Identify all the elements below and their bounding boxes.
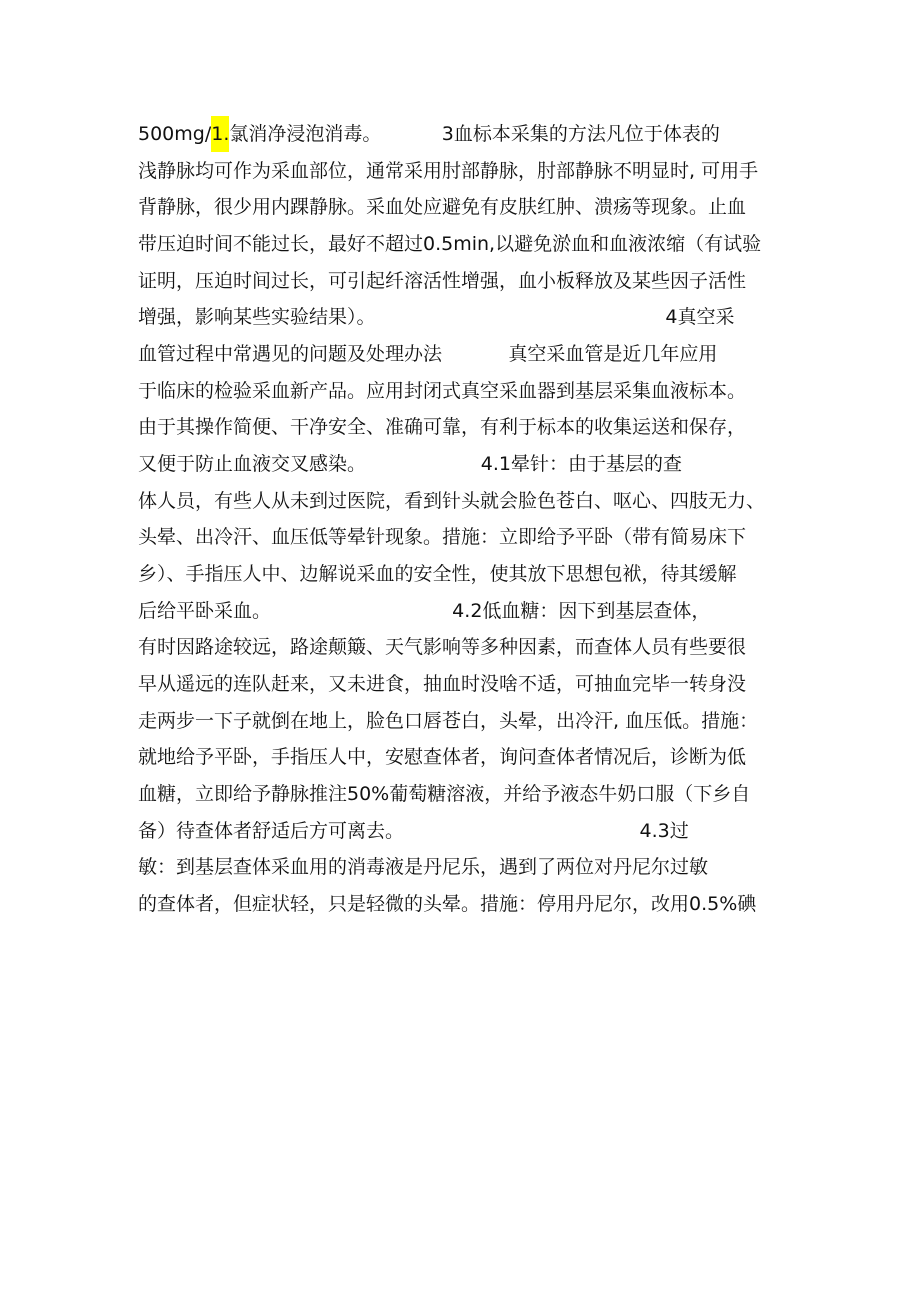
text-segment: 带压迫时间不能过长，最好不超过0.5min,以避免淤血和血液浓缩（有试验 [138,232,762,255]
text-segment: 后给平卧采血。 4.2低血糖：因下到基层查体， [138,599,711,622]
text-segment: 由于其操作简便、干净安全、准确可靠，有利于标本的收集运送和保存， [138,416,747,439]
text-segment: 头晕、出冷汗、血压低等晕针现象。措施：立即给予平卧（带有简易床下 [138,526,747,549]
text-segment: 又便于防止血液交叉感染。 4.1晕针：由于基层的查 [138,452,682,475]
text-segment: 血管过程中常遇见的问题及处理办法 真空采血管是近几年应用 [138,342,718,365]
text-line [138,892,756,916]
text-line [138,379,746,403]
text-line [138,122,720,146]
text-line [138,232,761,256]
text-line [138,672,746,696]
text-line [138,452,682,476]
text-segment: 体人员，有些人从未到过医院，看到针头就会脸色苍白、呕心、四肢无力、 [138,489,766,512]
text-line [138,305,735,329]
text-line [138,489,765,513]
text-segment: 血糖，立即给予静脉推注50%葡萄糖溶液，并给予液态牛奶口服（下乡自 [138,782,751,805]
text-segment: 乡）、手指压人中、边解说采血的安全性，使其放下思想包袱，待其缓解 [138,562,737,585]
text-segment: 氯消净浸泡消毒。 3血标本采集的方法凡位于体表的 [229,123,720,145]
text-line [138,782,750,806]
text-segment: 的查体者，但症状轻，只是轻微的头晕。措施：停用丹尼尔，改用0.5%碘 [138,892,757,915]
text-segment: 证明，压迫时间过长，可引起纤溶活性增强，血小板释放及某些因子活性 [138,269,747,292]
text-segment: 500mg/ [138,123,212,145]
text-line [138,269,746,293]
highlighted-text: 1. [211,116,229,152]
text-segment: 敏：到基层查体采血用的消毒液是丹尼乐，遇到了两位对丹尼尔过敏 [138,856,709,879]
text-line [138,525,746,549]
text-line [138,709,758,733]
text-segment: 就地给予平卧，手指压人中，安慰查体者，询问查体者情况后，诊断为低 [138,746,747,769]
text-segment: 浅静脉均可作为采血部位，通常采用肘部静脉，肘部静脉不明显时, 可用手 [138,159,759,182]
text-line [138,195,746,219]
text-line [138,855,708,879]
text-line [138,415,746,439]
text-segment: 早从遥远的连队赶来，又未进食，抽血时没啥不适，可抽血完毕一转身没 [138,672,747,695]
text-segment: 于临床的检验采血新产品。应用封闭式真空采血器到基层采集血液标本。 [138,379,747,402]
text-line [138,562,737,586]
text-line [138,342,717,366]
text-line [138,819,689,843]
text-line [138,159,758,183]
text-segment: 有时因路途较远，路途颠簸、天气影响等多种因素，而查体人员有些要很 [138,636,747,659]
text-segment: 备）待查体者舒适后方可离去。 4.3过 [138,819,689,842]
text-line [138,599,710,623]
text-line [138,745,746,769]
text-segment: 背静脉，很少用内踝静脉。采血处应避免有皮肤红肿、溃疡等现象。止血 [138,196,747,219]
text-line [138,635,746,659]
text-segment: 走两步一下子就倒在地上，脸色口唇苍白，头晕，出冷汗, 血压低。措施： [138,709,759,732]
text-segment: 增强，影响某些实验结果）。 4真空采 [138,306,735,329]
